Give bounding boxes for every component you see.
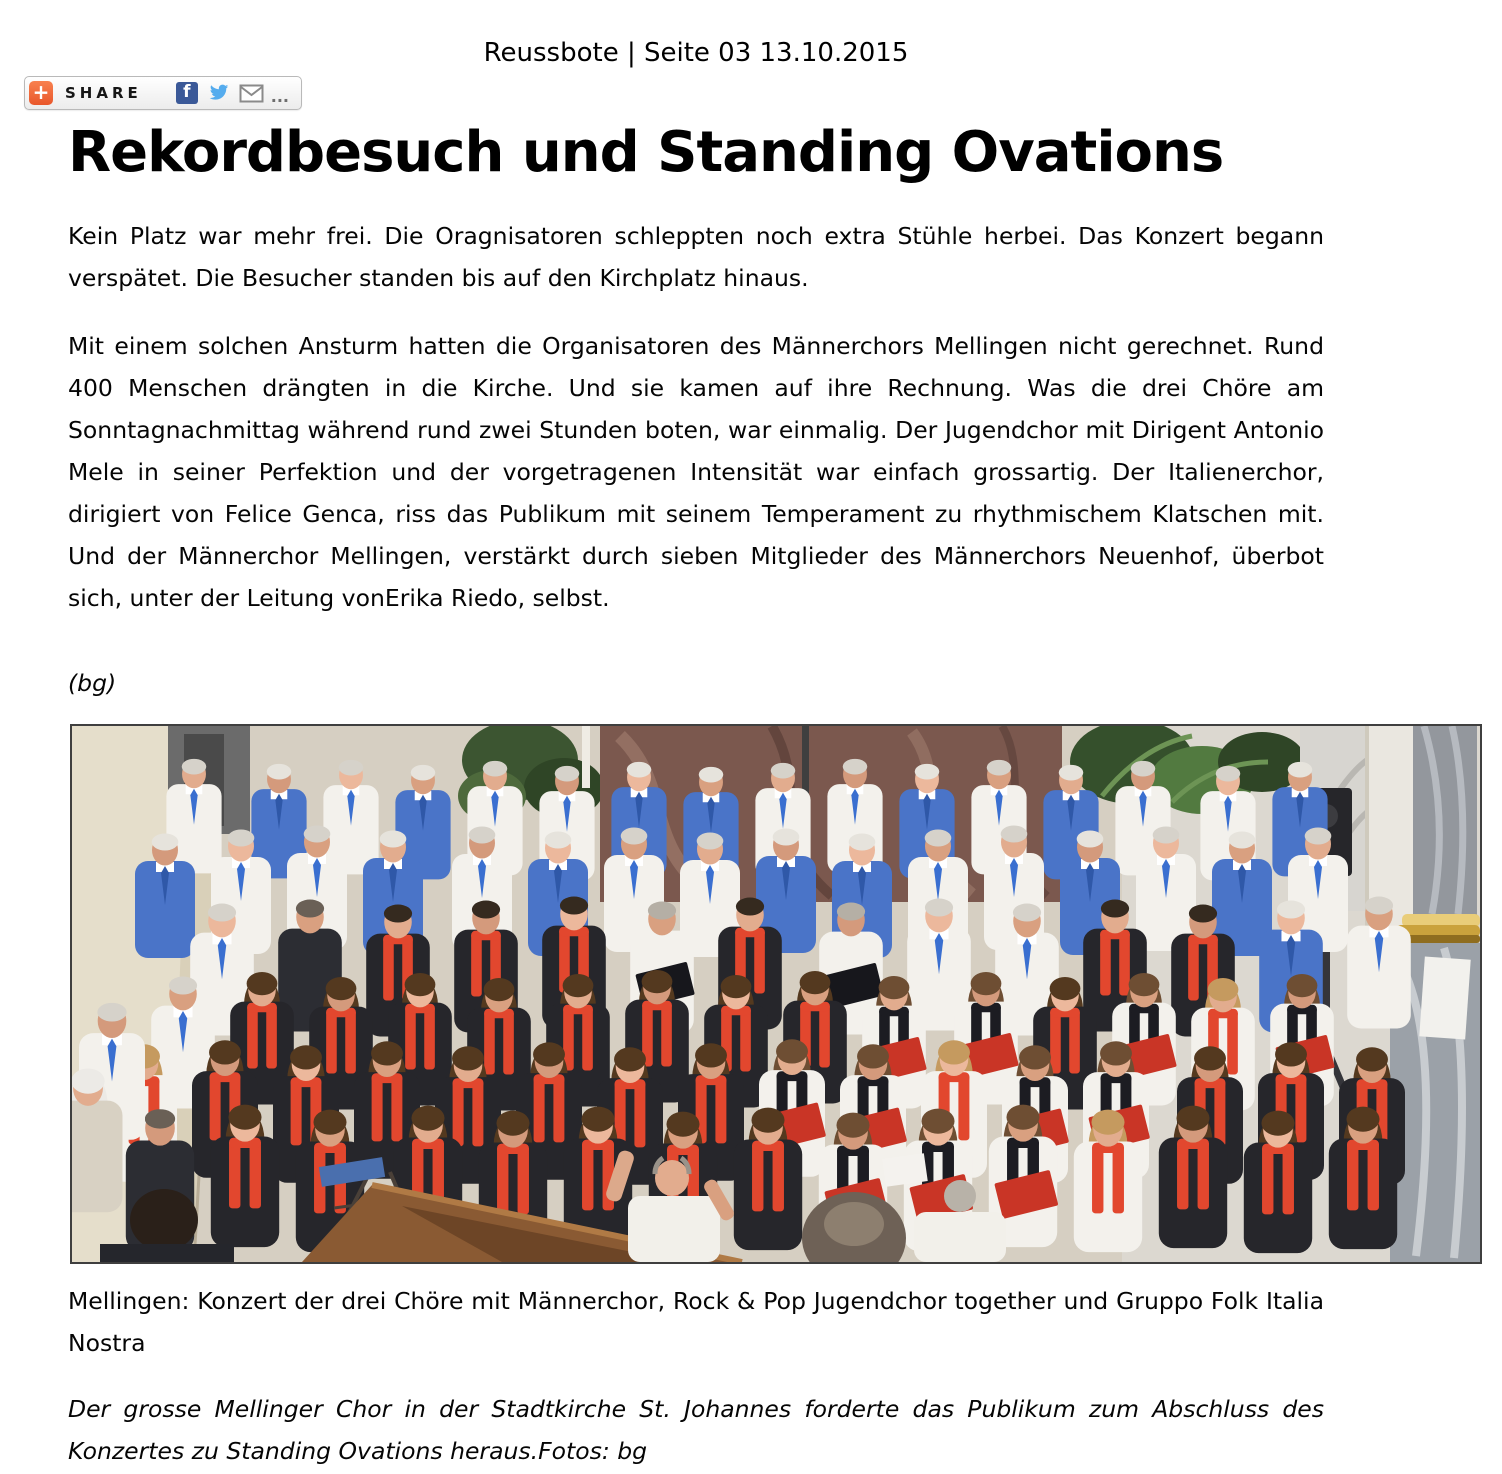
photo-caption-italic: Der grosse Mellinger Chor in der Stadtkirche St. Johannes forderte das Publikum zum Abschluss des Konzertes zu Standing Ovations heraus.Fotos: bg	[68, 1395, 1324, 1465]
share-label[interactable]: SHARE	[65, 84, 142, 102]
share-more-button[interactable]: ...	[270, 87, 289, 106]
photo-caption: Mellingen: Konzert der drei Chöre mit Männerchor, Rock & Pop Jugendchor together und Gruppo Folk Italia Nostra	[68, 1287, 1324, 1357]
sheet-music	[882, 1153, 927, 1187]
share-widget[interactable]	[24, 76, 302, 110]
article-byline: (bg)	[68, 669, 117, 697]
article-headline: Rekordbesuch und Standing Ovations	[68, 120, 1224, 185]
addthis-plus-icon[interactable]: +	[29, 81, 53, 105]
article	[68, 120, 1324, 1472]
masthead: Reussbote | Seite 03 13.10.2015	[483, 38, 909, 68]
twitter-icon[interactable]	[206, 82, 232, 104]
article-body: Mit einem solchen Ansturm hatten die Organisatoren des Männerchors Mellingen nicht gerechnet. Rund 400 Menschen drängten in die Kirche. Und sie kamen auf ihre Rechnung. Was die drei Chöre am Sonntagnachmittag während rund zwei Stunden boten, war einmalig. Der Jugendchor mit Dirigent Antonio Mele in seiner Perfektion und der vorgetragenen Intensität war einfach grossartig. Der Italienerchor, dirigiert von Felice Genca, riss das Publikum mit seinem Temperament zu rhythmischem Klatschen mit. Und der Männerchor Mellingen, verstärkt durch sieben Mitglieder des Männerchors Neuenhof, überbot sich, unter der Leitung vonErika Riedo, selbst.	[68, 332, 1324, 612]
photo-candle	[582, 726, 590, 788]
choir-photo-illustration	[72, 726, 1480, 1262]
photo-white-pillar	[1365, 726, 1413, 926]
facebook-icon[interactable]: f	[176, 82, 198, 104]
email-icon[interactable]	[239, 84, 264, 103]
article-photo	[70, 724, 1482, 1264]
article-lead: Kein Platz war mehr frei. Die Oragnisatoren schleppten noch extra Stühle herbei. Das Konzert begann verspätet. Die Besucher standen bis auf den Kirchplatz hinaus.	[68, 222, 1324, 292]
